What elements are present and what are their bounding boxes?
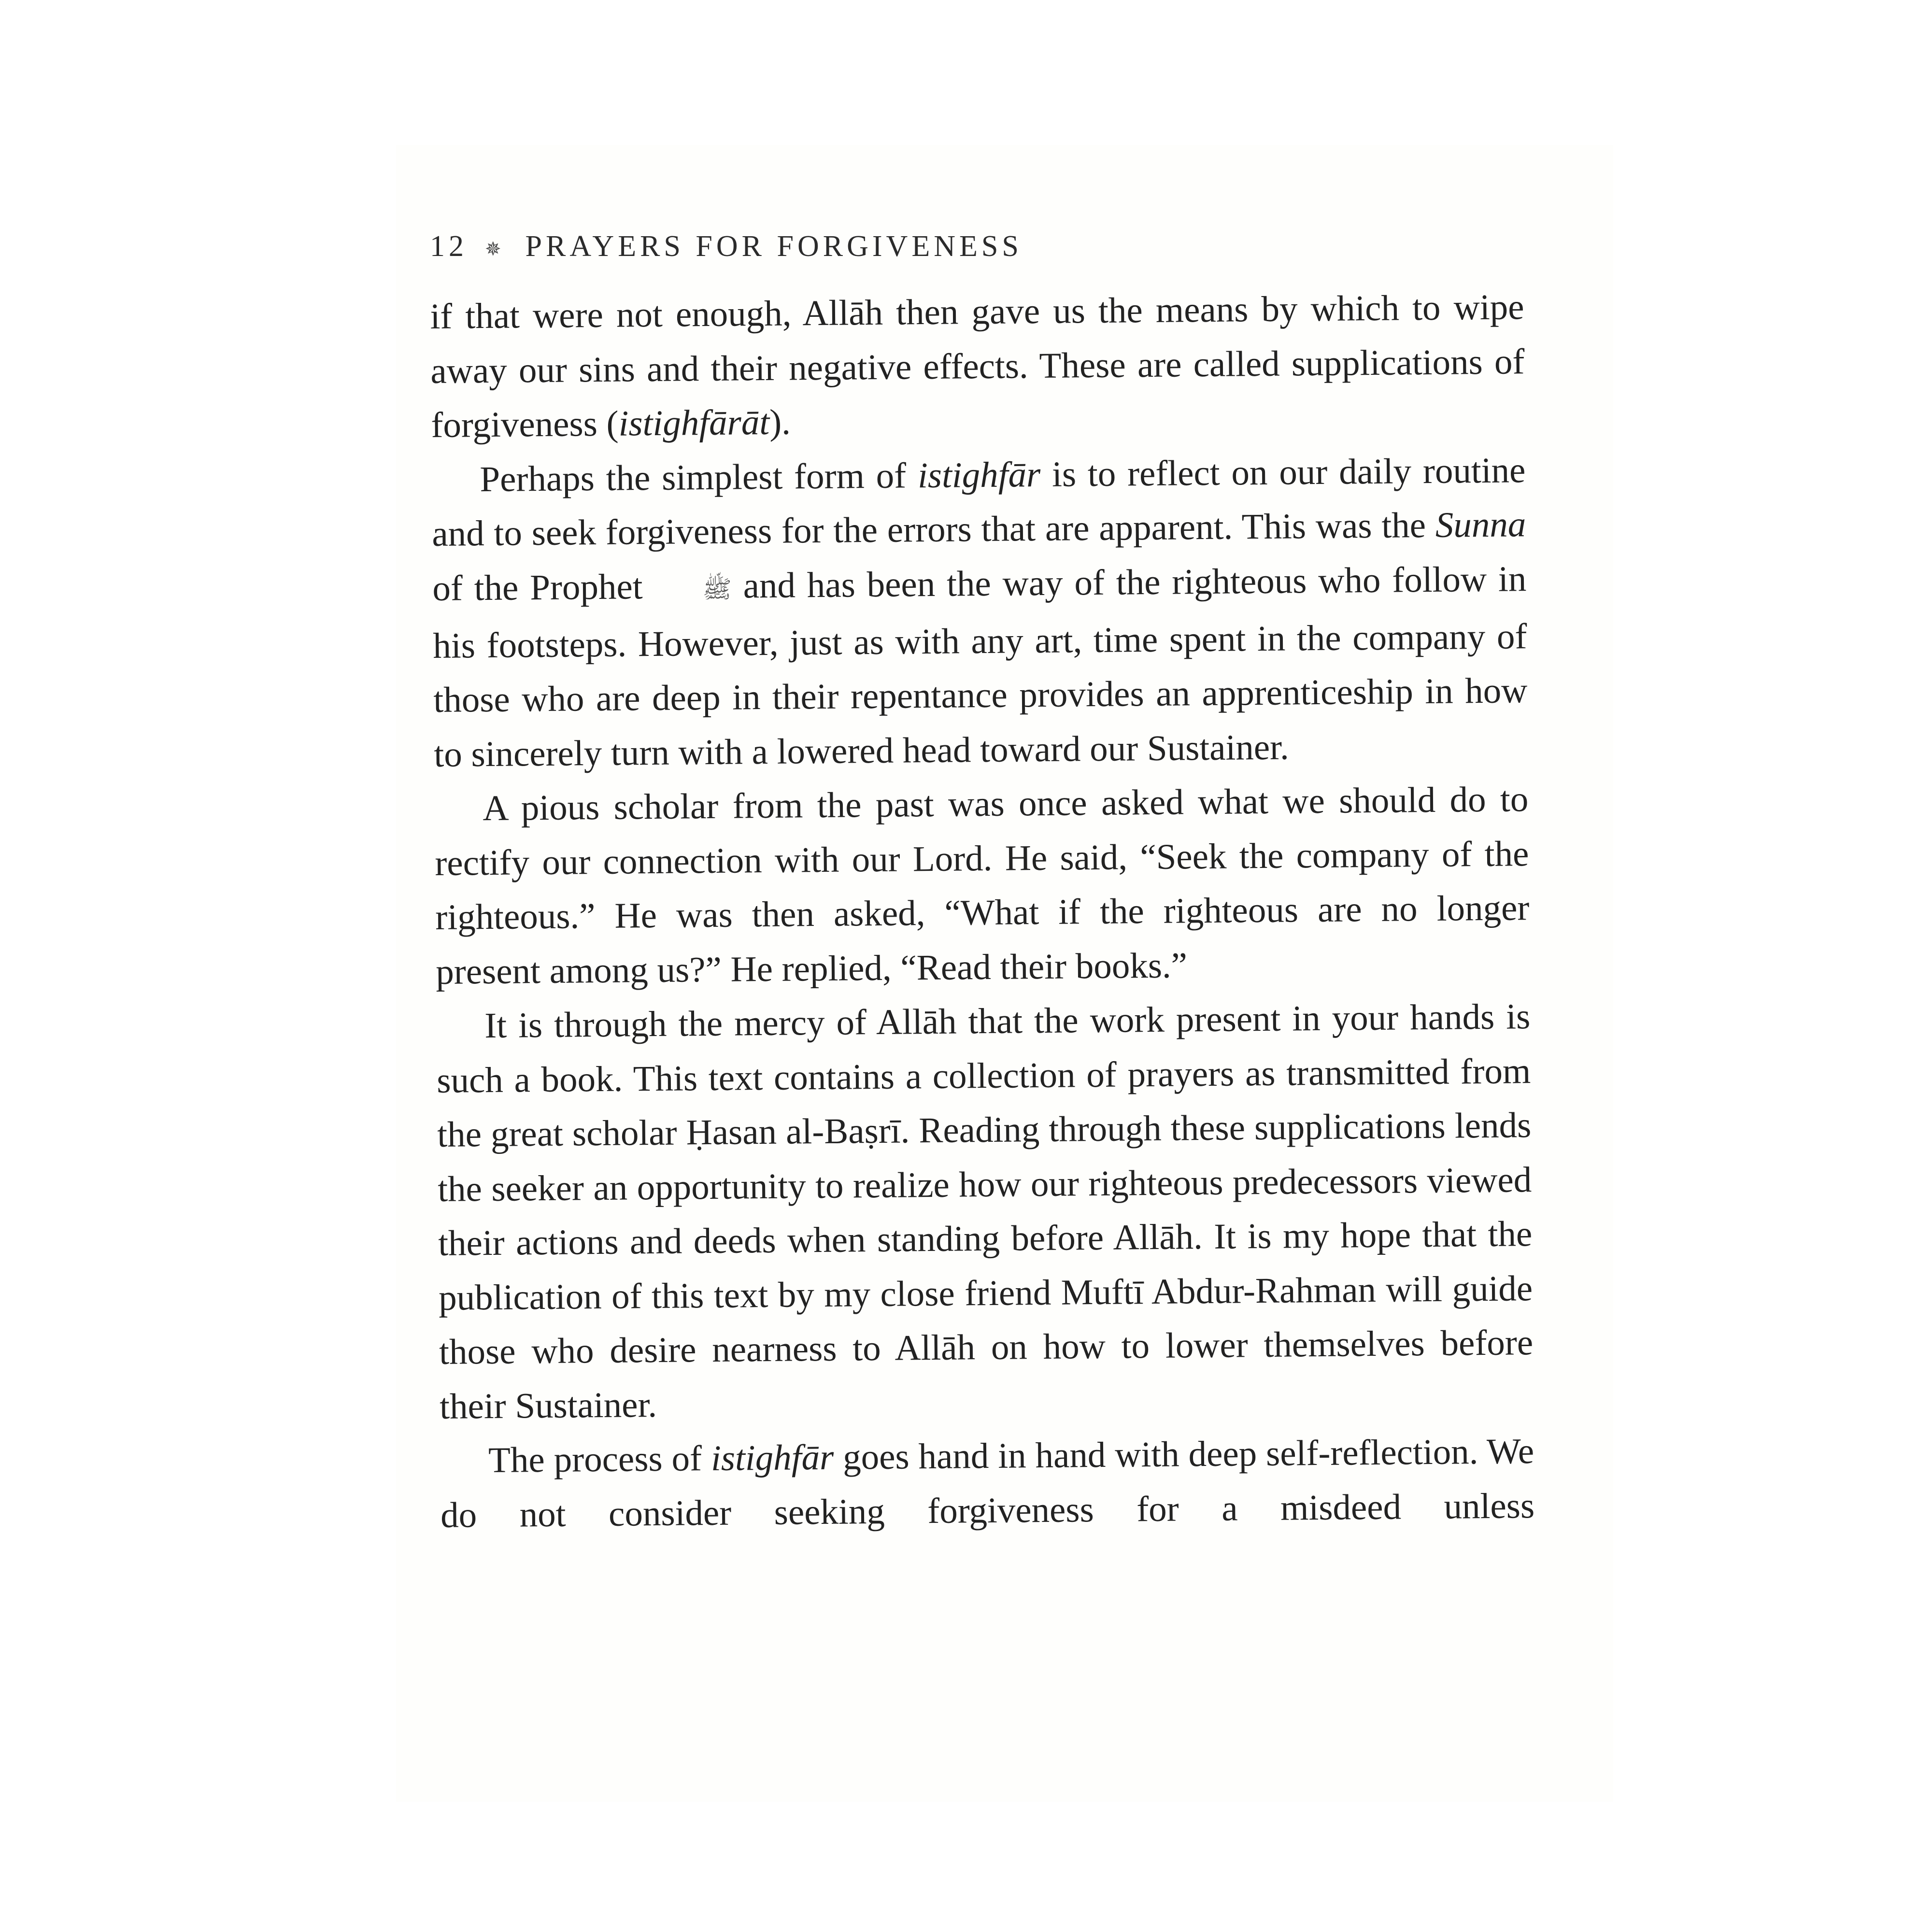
book-title: PRAYERS FOR FORGIVENESS: [525, 230, 1023, 263]
term-sunna: Sunna: [1435, 504, 1526, 545]
paragraph-1-text-b: ).: [769, 402, 791, 442]
paragraph-5: [440, 1424, 1535, 1543]
term-istighfar-2: istighfār: [710, 1437, 834, 1479]
page-number: 12: [430, 230, 468, 263]
term-istighfar: istighfār: [917, 454, 1041, 496]
paragraph-4: It is through the mercy of Allāh that the work present in your hands is such a book. This text contains a collection of prayers as transmitted from the great scholar Ḥasan al-Baṣrī. Reading through these supplications lends the seeker an opportunity to realize how our righteous predecessors viewed their actions and deeds when standing before Allāh. It is my hope that the publication of this text by my close friend Muftī Abdur-Rahman will guide those who desire nearness to Allāh on how to lower themselves before their Sustainer.: [436, 996, 1534, 1427]
paragraph-1-text-a: if that were not enough, Allāh then gave us the means by which to wipe away our sins and their negative effects. These are called supplications of forgiveness (: [430, 287, 1525, 445]
paragraph-3: A pious scholar from the past was once asked what we should do to rectify our connection with our Lord. He said, “Seek the company of the righteous.” He was then asked, “What if the righteous are no longer present among us?” He replied, “Read their books.”: [434, 779, 1530, 992]
paragraph-2-text-a: Perhaps the simplest form of: [480, 455, 918, 499]
paragraph-2-text-c: of the Prophet: [432, 566, 654, 609]
paragraph-2-text-b: is to reflect on our daily routine and to seek forgiveness for the errors that are apparent. This was the: [432, 450, 1526, 554]
term-istighfarat: istighfārāt: [618, 402, 770, 444]
ornament-icon: ✵: [485, 238, 505, 260]
paragraph-5-text-a: The process of: [488, 1438, 711, 1481]
paragraph-5-text-b: goes hand in hand with deep self-reflection. We do not consider seeking forgiveness for a misdeed unless: [440, 1431, 1535, 1535]
book-page: [396, 145, 1613, 1802]
body-text: [430, 280, 1535, 1543]
paragraph-1: [430, 280, 1525, 453]
paragraph-2-text-d: and has been the way of the righteous who follow in his footsteps. However, just as with any art, time spent in the company of those who are deep in their repentance provides an apprenticeship in how to sincerely turn with a lowered head toward our Sustainer.: [433, 558, 1528, 775]
salutation-icon: ﷺ: [702, 575, 732, 603]
running-head: [430, 229, 1023, 264]
paragraph-2: [431, 443, 1528, 782]
